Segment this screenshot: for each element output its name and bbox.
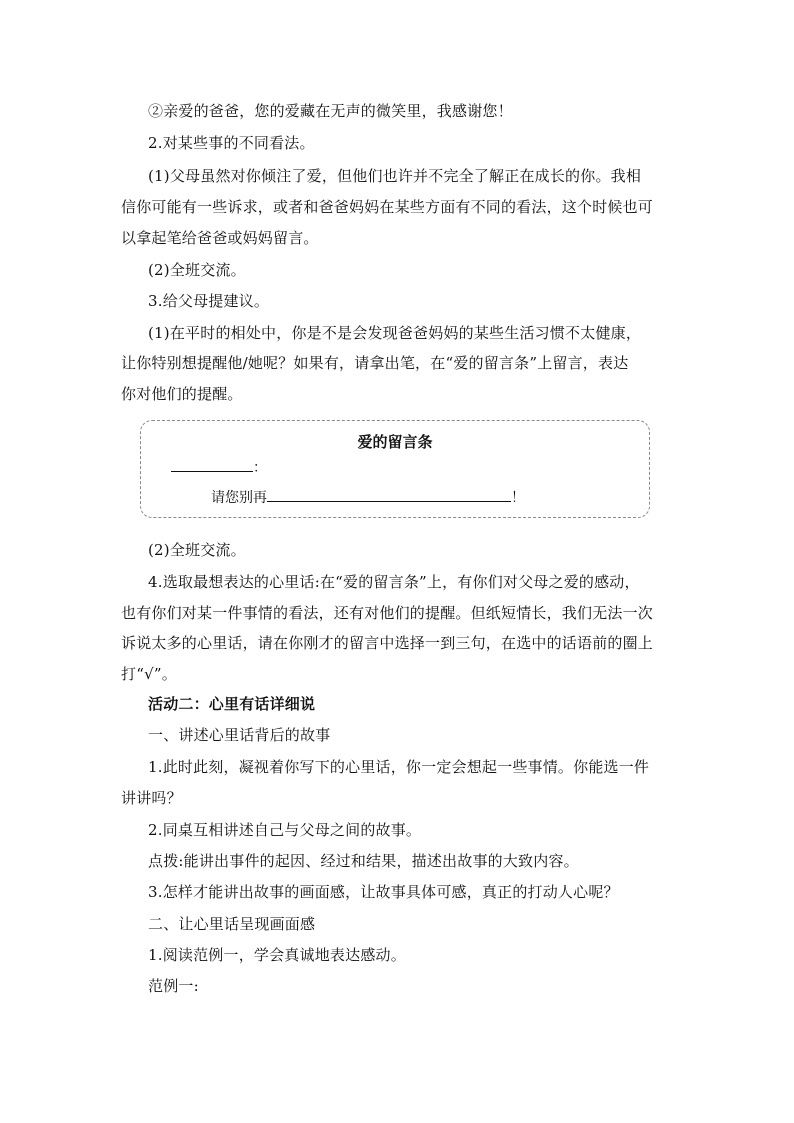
text-line: (2)全班交流。 [148, 261, 246, 279]
subheading: 一、讲述心里话背后的故事 [148, 726, 331, 744]
text-line: 4.选取最想表达的心里话:在“爱的留言条”上，有你们对父母之爱的感动， [148, 573, 640, 591]
love-note-box [140, 420, 650, 518]
text-line: 点拨:能讲出事件的起因、经过和结果，描述出故事的大致内容。 [148, 852, 579, 870]
addressee-blank[interactable] [171, 457, 253, 472]
note-body-prefix: 请您别再 [211, 490, 267, 506]
note-addressee [171, 457, 267, 476]
text-line: 1.阅读范例一，学会真诚地表达感动。 [148, 946, 406, 964]
text-line: 也有你们对某一件事情的看法，还有对他们的提醒。但纸短情长，我们无法一次 [121, 604, 654, 622]
text-line: 讲讲吗？ [121, 789, 182, 807]
text-line: 3.给父母提建议。 [148, 292, 270, 310]
text-line: 你对他们的提醒。 [121, 385, 243, 403]
text-line: (1)父母虽然对你倾注了爱，但他们也许并不完全了解正在成长的你。我相 [148, 167, 642, 185]
text-line: ②亲爱的爸爸，您的爱藏在无声的微笑里，我感谢您！ [148, 102, 513, 120]
text-line: (1)在平时的相处中，你是不是会发现爸爸妈妈的某些生活习惯不太健康， [148, 324, 642, 342]
body-blank[interactable] [267, 487, 511, 502]
text-line: 打“√”。 [121, 665, 177, 683]
note-body-suffix: ！ [511, 490, 525, 506]
text-line: 范例一: [148, 977, 199, 995]
text-line: 2.对某些事的不同看法。 [148, 134, 315, 152]
note-colon: ： [253, 460, 267, 476]
text-line: 让你特别想提醒他/她呢？如果有，请拿出笔，在“爱的留言条”上留言，表达 [121, 354, 629, 372]
subheading: 二、让心里话呈现画面感 [148, 915, 316, 933]
text-line: 诉说太多的心里话，请在你刚才的留言中选择一到三句，在选中的话语前的圈上 [121, 634, 654, 652]
note-title: 爱的留言条 [357, 433, 433, 451]
text-line: (2)全班交流。 [148, 541, 246, 559]
text-line: 以拿起笔给爸爸或妈妈留言。 [121, 229, 319, 247]
text-line: 3.怎样才能讲出故事的画面感，让故事具体可感，真正的打动人心呢？ [148, 883, 619, 901]
section-heading: 活动二：心里有话详细说 [148, 695, 316, 713]
text-line: 信你可能有一些诉求，或者和爸爸妈妈在某些方面有不同的看法，这个时候也可 [121, 198, 654, 216]
text-line: 1.此时此刻，凝视着你写下的心里话，你一定会想起一些事情。你能选一件 [148, 758, 650, 776]
note-body [211, 487, 525, 506]
text-line: 2.同桌互相讲述自己与父母之间的故事。 [148, 821, 422, 839]
